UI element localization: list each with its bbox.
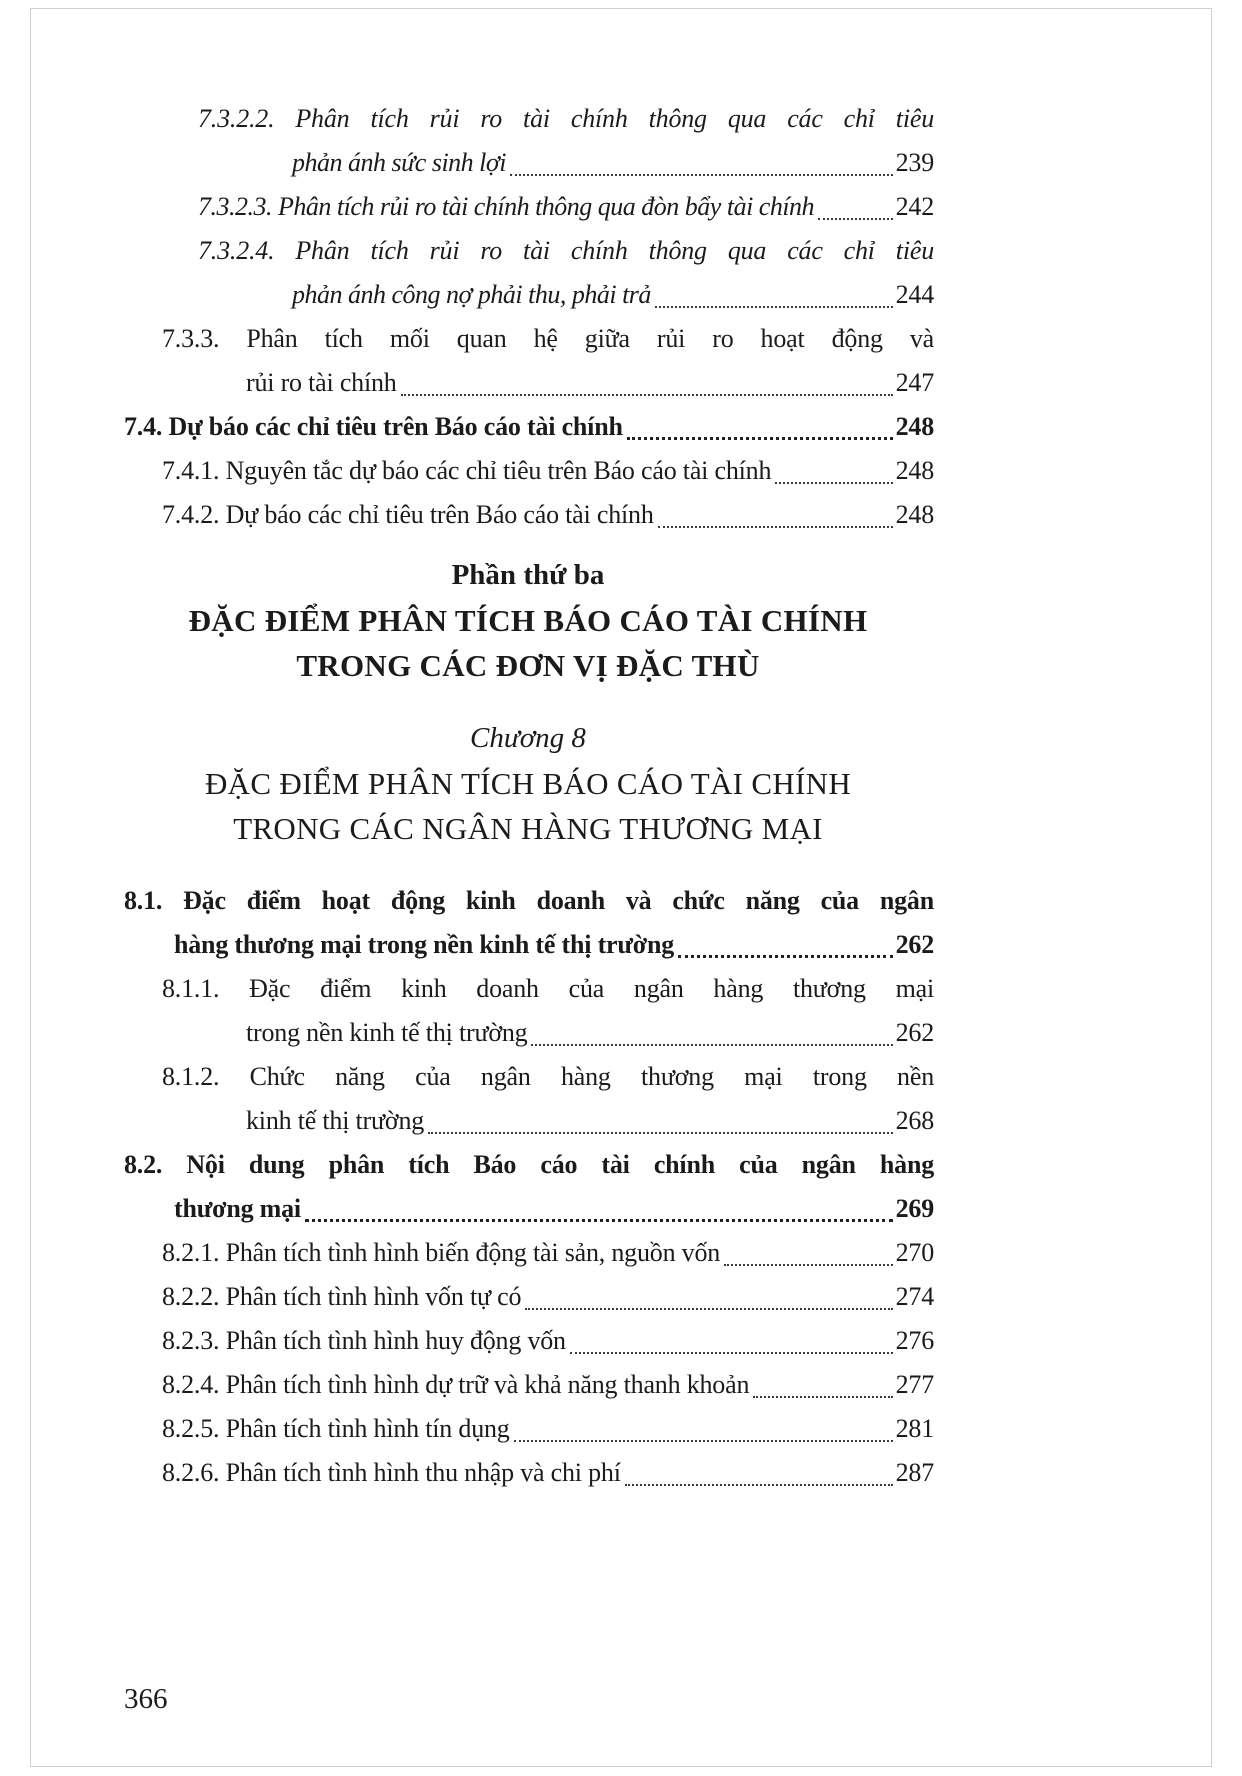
toc-page-number: 247 xyxy=(895,368,934,397)
toc-entry-text: 8.2.4. Phân tích tình hình dự trữ và khả năng thanh khoản xyxy=(162,1370,750,1399)
toc-entry-final-line xyxy=(162,493,934,537)
toc-entry-final-line xyxy=(198,141,934,185)
toc-entry-text: thương mại xyxy=(174,1194,301,1223)
toc-entry-line: 7.3.3. Phân tích mối quan hệ giữa rủi ro hoạt động và xyxy=(162,324,934,353)
toc-entry-text: 8.2.2. Phân tích tình hình vốn tự có xyxy=(162,1282,522,1311)
toc-entry-final-line xyxy=(162,449,934,493)
toc-entry-line: 8.2. Nội dung phân tích Báo cáo tài chính của ngân hàng xyxy=(124,1150,934,1179)
toc-entry xyxy=(122,879,934,967)
toc-entry-final-line xyxy=(162,1231,934,1275)
toc-page-number: 248 xyxy=(895,412,934,441)
toc-entry-text: 8.2.5. Phân tích tình hình tín dụng xyxy=(162,1414,510,1443)
toc-entry xyxy=(122,493,934,537)
toc-entry-text: trong nền kinh tế thị trường xyxy=(246,1018,528,1047)
toc-entry xyxy=(122,185,934,229)
part-title-line-1: ĐẶC ĐIỂM PHÂN TÍCH BÁO CÁO TÀI CHÍNH xyxy=(188,603,868,638)
toc-entry xyxy=(122,229,934,317)
toc-entry xyxy=(122,1143,934,1231)
toc-entry-final-line xyxy=(162,1099,934,1143)
toc-entry-final-line xyxy=(162,1011,934,1055)
part-label: Phần thứ ba xyxy=(451,559,605,591)
dot-leader xyxy=(775,482,892,484)
toc-entry-final-line xyxy=(162,1407,934,1451)
toc-entry-line: 7.3.2.4. Phân tích rủi ro tài chính thông qua các chỉ tiêu xyxy=(198,236,934,265)
dot-leader xyxy=(531,1044,892,1046)
toc-entry-text: phản ánh công nợ phải thu, phải trả xyxy=(292,280,651,309)
toc-entry-line: 8.1.2. Chức năng của ngân hàng thương mại trong nền xyxy=(162,1062,934,1091)
chapter-title-line-2: TRONG CÁC NGÂN HÀNG THƯƠNG MẠI xyxy=(233,811,823,846)
chapter-title-line-1: ĐẶC ĐIỂM PHÂN TÍCH BÁO CÁO TÀI CHÍNH xyxy=(204,766,852,801)
toc-entry-final-line xyxy=(162,1363,934,1407)
toc-entry xyxy=(122,1407,934,1451)
toc-entry-final-line xyxy=(162,1451,934,1495)
toc-entry-final-line xyxy=(162,1319,934,1363)
dot-leader xyxy=(625,1484,893,1486)
toc-page-number: 274 xyxy=(895,1282,934,1311)
toc-entry xyxy=(122,317,934,405)
toc-page-number: 269 xyxy=(895,1194,934,1223)
toc-entry-line: 8.1. Đặc điểm hoạt động kinh doanh và chức năng của ngân xyxy=(124,886,934,915)
toc-entry-text: 8.2.1. Phân tích tình hình biến động tài sản, nguồn vốn xyxy=(162,1238,721,1267)
toc-entry xyxy=(122,449,934,493)
part-heading-group xyxy=(122,553,934,688)
toc-page-number: 262 xyxy=(895,1018,934,1047)
toc-page-number: 287 xyxy=(895,1458,934,1487)
toc-entry-text: 7.4.2. Dự báo các chỉ tiêu trên Báo cáo tài chính xyxy=(162,500,654,529)
toc-page-number: 239 xyxy=(895,148,934,177)
dot-leader xyxy=(510,174,893,176)
dot-leader xyxy=(655,306,893,308)
toc-page-number: 242 xyxy=(895,192,934,221)
dot-leader xyxy=(305,1219,893,1222)
toc-section-chapter-7 xyxy=(122,97,934,537)
toc-entry-final-line xyxy=(162,361,934,405)
toc-entry-text: hàng thương mại trong nền kinh tế thị trường xyxy=(174,930,675,959)
toc-entry-text: kinh tế thị trường xyxy=(246,1106,425,1135)
toc-page-number: 244 xyxy=(895,280,934,309)
toc-entry xyxy=(122,1275,934,1319)
toc-entry xyxy=(122,1231,934,1275)
toc-page-number: 268 xyxy=(895,1106,934,1135)
toc-entry-final-line xyxy=(124,923,934,967)
dot-leader xyxy=(514,1440,893,1442)
dot-leader xyxy=(753,1396,892,1398)
dot-leader xyxy=(818,218,893,220)
toc-entry-text: 8.2.6. Phân tích tình hình thu nhập và chi phí xyxy=(162,1458,621,1487)
toc-entry-final-line xyxy=(124,1187,934,1231)
toc-entry-text: 8.2.3. Phân tích tình hình huy động vốn xyxy=(162,1326,566,1355)
toc-page-number: 277 xyxy=(895,1370,934,1399)
chapter-label: Chương 8 xyxy=(470,722,586,754)
dot-leader xyxy=(525,1308,892,1310)
dot-leader xyxy=(428,1132,893,1134)
toc-entry xyxy=(122,97,934,185)
table-of-contents-page xyxy=(122,0,934,1495)
toc-page-number: 270 xyxy=(895,1238,934,1267)
dot-leader xyxy=(627,437,893,440)
chapter-heading-group xyxy=(122,716,934,851)
toc-entry xyxy=(122,1319,934,1363)
toc-entry-text: phản ánh sức sinh lợi xyxy=(292,148,507,177)
toc-entry-final-line xyxy=(124,405,934,449)
dot-leader xyxy=(570,1352,893,1354)
toc-entry-line: 8.1.1. Đặc điểm kinh doanh của ngân hàng thương mại xyxy=(162,974,934,1003)
dot-leader xyxy=(678,955,893,958)
dot-leader xyxy=(724,1264,893,1266)
toc-entry xyxy=(122,1451,934,1495)
toc-entry-text: 7.3.2.3. Phân tích rủi ro tài chính thông qua đòn bẩy tài chính xyxy=(198,192,815,221)
dot-leader xyxy=(658,526,893,528)
toc-page-number: 276 xyxy=(895,1326,934,1355)
toc-page-number: 262 xyxy=(895,930,934,959)
toc-section-chapter-8 xyxy=(122,879,934,1495)
toc-page-number: 248 xyxy=(895,500,934,529)
toc-entry xyxy=(122,1055,934,1143)
toc-entry-text: 7.4. Dự báo các chỉ tiêu trên Báo cáo tài chính xyxy=(124,412,623,441)
footer-page-number: 366 xyxy=(124,1683,168,1715)
toc-entry-final-line xyxy=(162,1275,934,1319)
toc-entry-final-line xyxy=(198,185,934,229)
toc-entry-text: 7.4.1. Nguyên tắc dự báo các chỉ tiêu trên Báo cáo tài chính xyxy=(162,456,772,485)
toc-entry-line: 7.3.2.2. Phân tích rủi ro tài chính thông qua các chỉ tiêu xyxy=(198,104,934,133)
toc-page-number: 248 xyxy=(895,456,934,485)
toc-entry xyxy=(122,967,934,1055)
toc-entry xyxy=(122,1363,934,1407)
dot-leader xyxy=(401,394,893,396)
toc-page-number: 281 xyxy=(895,1414,934,1443)
toc-entry-final-line xyxy=(198,273,934,317)
part-title-line-2: TRONG CÁC ĐƠN VỊ ĐẶC THÙ xyxy=(296,648,760,683)
toc-entry xyxy=(122,405,934,449)
toc-entry-text: rủi ro tài chính xyxy=(246,368,397,397)
